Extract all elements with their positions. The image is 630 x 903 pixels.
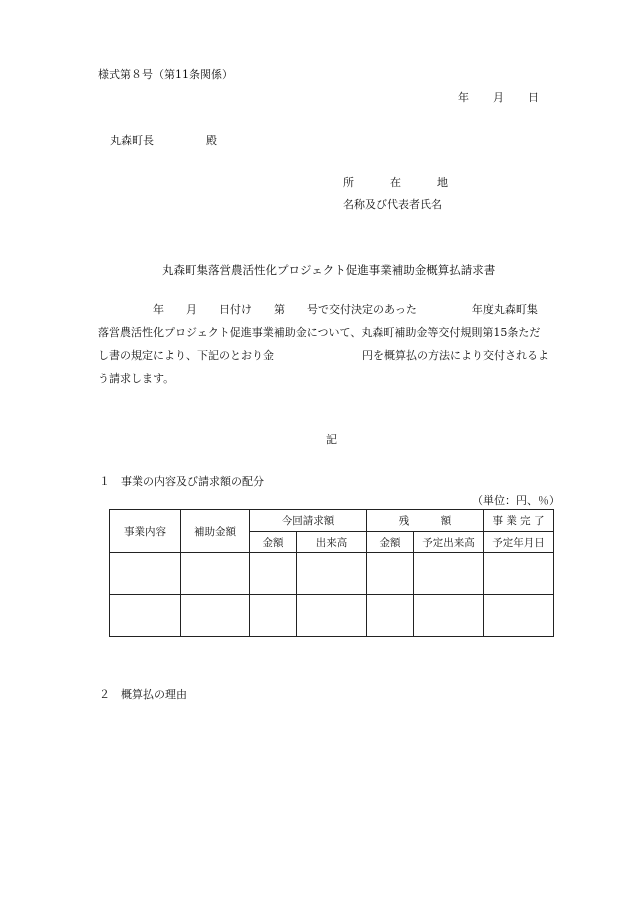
distribution-table bbox=[109, 509, 554, 637]
table-row bbox=[110, 553, 554, 595]
applicant-address-label bbox=[343, 174, 448, 190]
table-cell[interactable] bbox=[297, 553, 367, 595]
table-cell[interactable] bbox=[367, 553, 414, 595]
body-line: し書の規定により、下記のとおり金 円を概算払の方法により交付されるよ bbox=[98, 349, 549, 362]
table-row bbox=[110, 595, 554, 637]
address-char-3: 地 bbox=[437, 176, 448, 189]
header-current-request: 今回請求額 bbox=[250, 510, 367, 532]
address-char-2: 在 bbox=[390, 176, 401, 189]
table-cell[interactable] bbox=[367, 595, 414, 637]
addressee bbox=[110, 132, 217, 148]
header-remaining: 残 額 bbox=[367, 510, 484, 532]
address-char-1: 所 bbox=[343, 176, 354, 189]
table-cell[interactable] bbox=[110, 553, 181, 595]
table-cell[interactable] bbox=[414, 553, 484, 595]
body-line: 年 月 日付け 第 号で交付決定のあった 年度丸森町集 bbox=[98, 303, 538, 316]
header-subsidy: 補助金額 bbox=[181, 510, 250, 553]
applicant-name-label: 名称及び代表者氏名 bbox=[343, 198, 442, 211]
addressee-name: 丸森町長 bbox=[110, 134, 154, 147]
unit-note: （単位：円、％） bbox=[472, 494, 560, 507]
section2-heading: ２ 概算払の理由 bbox=[99, 688, 187, 701]
table-cell[interactable] bbox=[110, 595, 181, 637]
table-cell[interactable] bbox=[250, 595, 297, 637]
table-cell[interactable] bbox=[181, 553, 250, 595]
body-line: う請求します。 bbox=[98, 372, 175, 385]
addressee-honorific: 殿 bbox=[206, 134, 217, 147]
date-line bbox=[458, 89, 539, 105]
body-line: 落営農活性化プロジェクト促進事業補助金について、丸森町補助金等交付規則第15条ただ bbox=[98, 326, 541, 339]
form-number: 様式第８号（第11条関係） bbox=[98, 68, 233, 81]
table-cell[interactable] bbox=[414, 595, 484, 637]
section1-heading: １ 事業の内容及び請求額の配分 bbox=[99, 475, 264, 488]
date-month: 月 bbox=[493, 91, 504, 104]
header-current-amount: 金額 bbox=[250, 532, 297, 553]
request-body bbox=[98, 298, 558, 390]
date-day: 日 bbox=[528, 91, 539, 104]
table-cell[interactable] bbox=[484, 595, 554, 637]
table-cell[interactable] bbox=[484, 553, 554, 595]
date-year: 年 bbox=[458, 91, 469, 104]
table-cell[interactable] bbox=[297, 595, 367, 637]
header-business: 事業内容 bbox=[110, 510, 181, 553]
ki-heading: 記 bbox=[326, 433, 337, 446]
header-completion-bottom: 予定年月日 bbox=[484, 532, 554, 553]
header-remaining-amount: 金額 bbox=[367, 532, 414, 553]
header-current-progress: 出来高 bbox=[297, 532, 367, 553]
document-title: 丸森町集落営農活性化プロジェクト促進事業補助金概算払請求書 bbox=[162, 263, 496, 277]
table-cell[interactable] bbox=[250, 553, 297, 595]
table-cell[interactable] bbox=[181, 595, 250, 637]
header-completion-top: 事 業 完 了 bbox=[484, 510, 554, 532]
header-remaining-progress: 予定出来高 bbox=[414, 532, 484, 553]
